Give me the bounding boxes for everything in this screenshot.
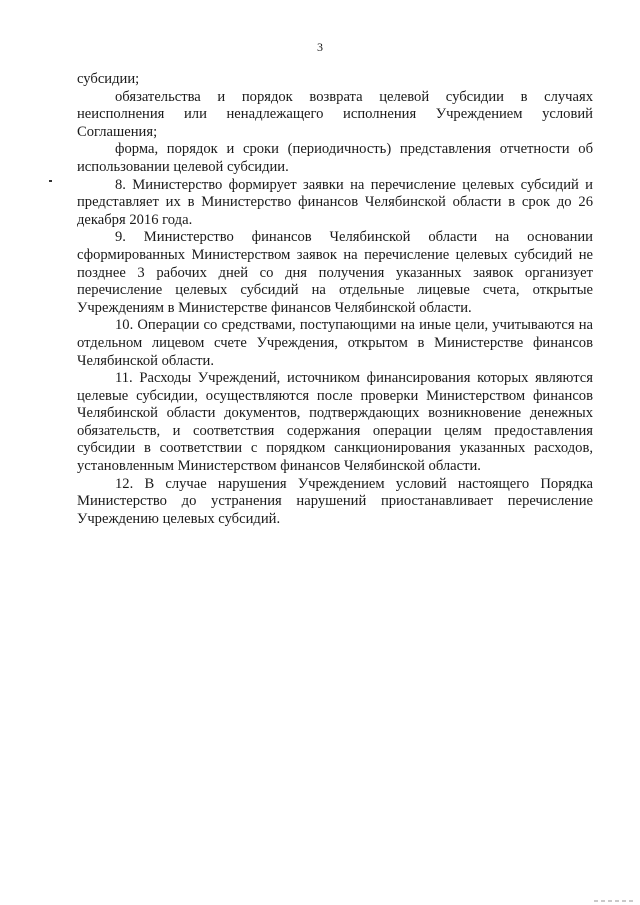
document-body (77, 71, 593, 528)
page-number: 3 (317, 40, 323, 54)
paragraph-reporting-terms: форма, порядок и сроки (периодичность) представления отчетности об использовании целевой субсидии. (77, 141, 593, 175)
paragraph-item-9: 9. Министерство финансов Челябинской области на основании сформированных Министерством заявок на перечисление целевых субсидий не позднее 3 рабочих дней со дня получения указанных заявок организует перечисление целевых субсидий на отдельные лицевые счета, открытые Учреждениям в Министерстве финансов Челябинской области. (77, 229, 593, 316)
paragraph-item-12: 12. В случае нарушения Учреждением условий настоящего Порядка Министерство до устранения нарушений приостанавливает перечисление Учреждению целевых субсидий. (77, 475, 593, 527)
scan-edge-mark (594, 900, 636, 902)
paragraph-item-8: 8. Министерство формирует заявки на перечисление целевых субсидий и представляет их в Министерство финансов Челябинской области в срок до 26 декабря 2016 года. (77, 176, 593, 228)
paragraph-item-11: 11. Расходы Учреждений, источником финансирования которых являются целевые субсидии, осуществляются после проверки Министерством финансов Челябинской области документов, подтверждающих возникновение денежных обязательств, и соответствия содержания операции целям предоставления субсидии в соответствии с порядком санкционирования указанных расходов, установленным Министерством финансов Челябинской области. (77, 370, 593, 475)
margin-mark (49, 180, 52, 182)
paragraph-continuation: субсидии; (77, 71, 140, 87)
paragraph-repayment-terms: обязательства и порядок возврата целевой субсидии в случаях неисполнения или ненадлежащего исполнения Учреждением условий Соглашения; (77, 88, 593, 140)
paragraph-item-10: 10. Операции со средствами, поступающими на иные цели, учитываются на отдельном лицевом счете Учреждения, открытом в Министерстве финансов Челябинской области. (77, 317, 593, 369)
